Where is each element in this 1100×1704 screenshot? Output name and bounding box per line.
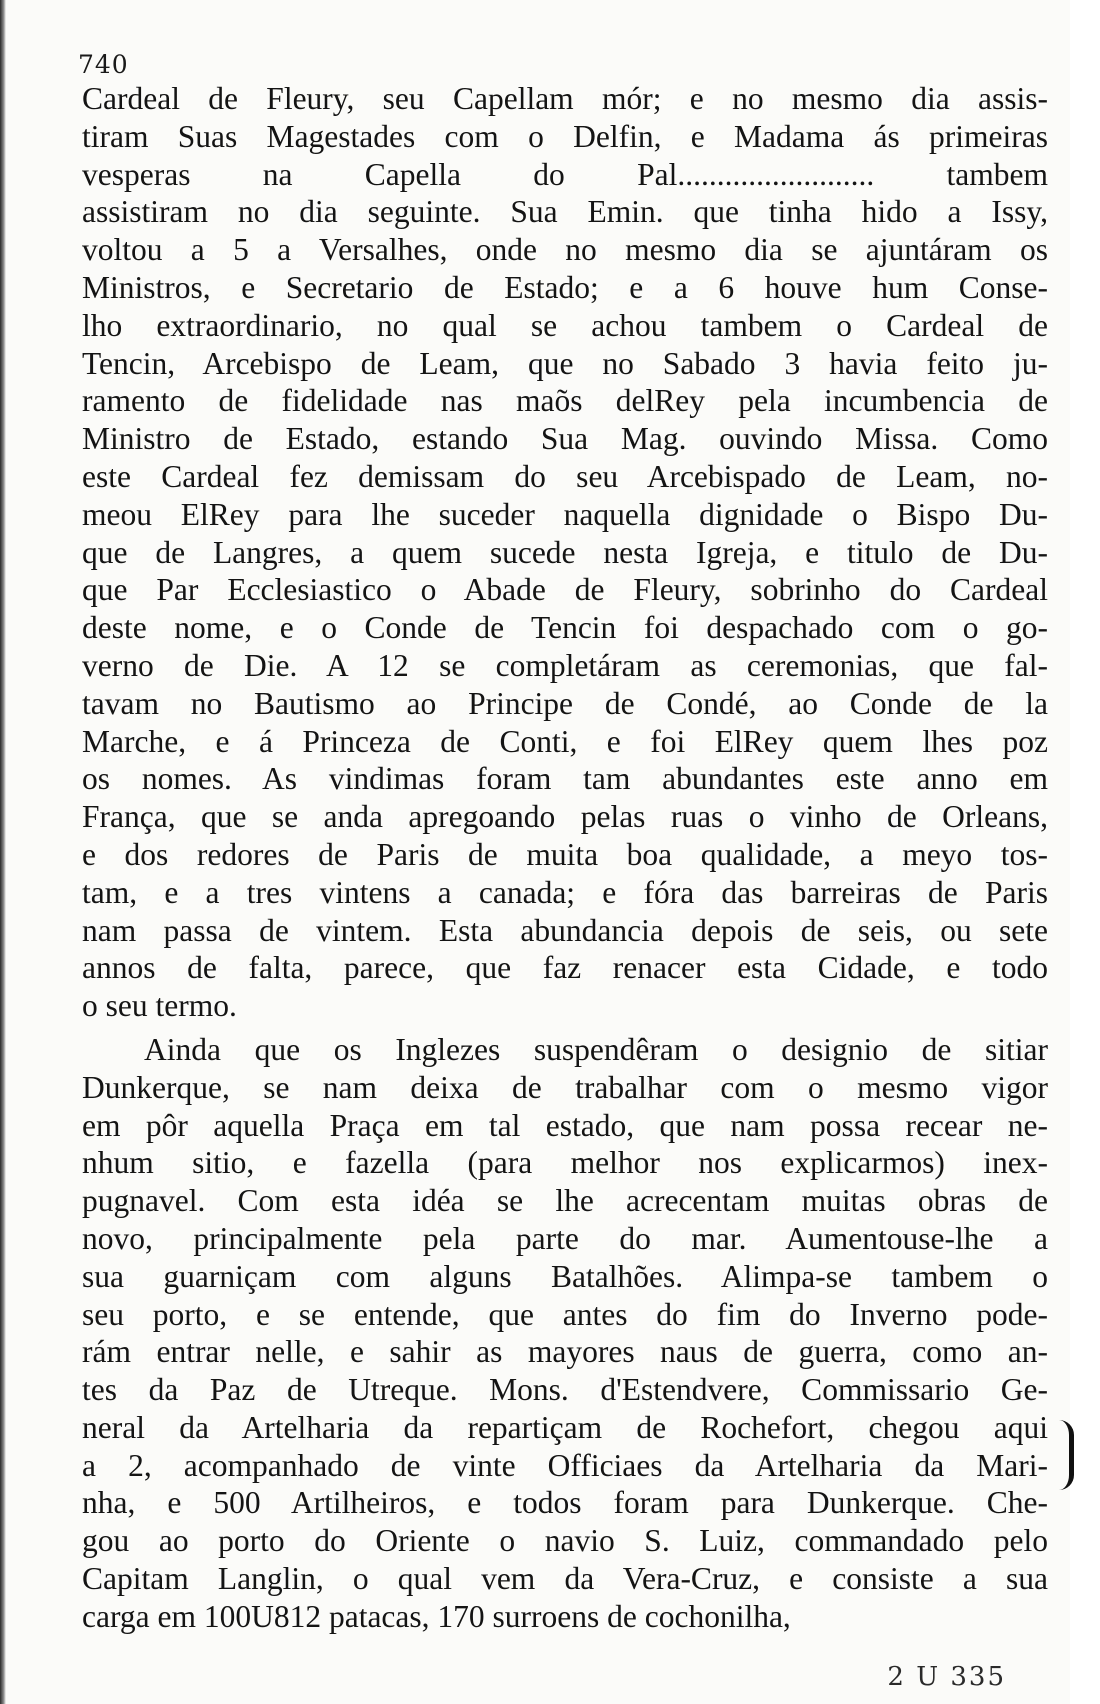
text-line: gou ao porto do Oriente o navio S. Luiz, commandado pelo	[82, 1523, 1048, 1559]
text-line: tes da Paz de Utreque. Mons. d'Estendvere, Commissario Ge-	[82, 1372, 1048, 1408]
text-line: pugnavel. Com esta idéa se lhe acrecentam muitas obras de	[82, 1183, 1048, 1219]
text-line: tavam no Bautismo ao Principe de Condé, ao Conde de la	[82, 685, 1048, 721]
text-line: deste nome, e o Conde de Tencin foi despachado com o go-	[82, 610, 1048, 646]
text-line: Dunkerque, se nam deixa de trabalhar com o mesmo vigor	[82, 1069, 1048, 1105]
text-line: e dos redores de Paris de muita boa qualidade, a meyo tos-	[82, 836, 1048, 872]
text-line: que Par Ecclesiastico o Abade de Fleury, sobrinho do Cardeal	[82, 572, 1048, 608]
text-line: carga em 100U812 patacas, 170 surroens de cochonilha,	[82, 1598, 791, 1634]
text-line: annos de falta, parece, que faz renacer esta Cidade, e todo	[82, 950, 1048, 986]
text-line: que de Langres, a quem sucede nesta Igreja, e titulo de Du-	[82, 534, 1048, 570]
paragraph	[82, 1031, 1048, 1636]
text-line: o seu termo.	[82, 988, 237, 1024]
paragraph	[82, 80, 1048, 1025]
text-line: lho extraordinario, no qual se achou tambem o Cardeal de	[82, 307, 1048, 343]
text-line: sua guarniçam com alguns Batalhões. Alimpa-se tambem o	[82, 1258, 1048, 1294]
margin-bracket-mark	[1059, 1420, 1074, 1490]
text-line: Tencin, Arcebispo de Leam, que no Sabado 3 havia feito ju-	[82, 345, 1048, 381]
text-line: em pôr aquella Praça em tal estado, que nam possa recear ne-	[82, 1107, 1048, 1143]
page-right-margin	[1070, 0, 1100, 1704]
text-line: França, que se anda apregoando pelas ruas o vinho de Orleans,	[82, 799, 1048, 835]
text-line: este Cardeal fez demissam do seu Arcebispado de Leam, no-	[82, 458, 1048, 494]
text-line: nam passa de vintem. Esta abundancia depois de seis, ou sete	[82, 912, 1048, 948]
text-line: novo, principalmente pela parte do mar. Aumentouse-lhe a	[82, 1220, 1048, 1256]
text-line: Cardeal de Fleury, seu Capellam mór; e no mesmo dia assis-	[82, 81, 1048, 116]
text-line: verno de Die. A 12 se completáram as ceremonias, que fal-	[82, 647, 1048, 683]
text-line: Capitam Langlin, o qual vem da Vera-Cruz, e consiste a sua	[82, 1561, 1048, 1597]
text-line: nhum sitio, e fazella (para melhor nos explicarmos) inex-	[82, 1145, 1048, 1181]
text-line: rám entrar nelle, e sahir as mayores naus de guerra, como an-	[82, 1334, 1048, 1370]
text-line: vesperas na Capella do Pal......................... tambem	[82, 156, 1048, 192]
text-line: assistiram no dia seguinte. Sua Emin. que tinha hido a Issy,	[82, 194, 1048, 230]
page-left-edge-shadow	[0, 0, 6, 1704]
text-line: Ainda que os Inglezes suspendêram o designio de sitiar	[144, 1031, 1048, 1067]
text-line: nha, e 500 Artilheiros, e todos foram para Dunkerque. Che-	[82, 1485, 1048, 1521]
text-line: Marche, e á Princeza de Conti, e foi ElRey quem lhes poz	[82, 723, 1048, 759]
text-line: a 2, acompanhado de vinte Officiaes da Artelharia da Mari-	[82, 1447, 1048, 1483]
text-line: Ministros, e Secretario de Estado; e a 6 houve hum Conse-	[82, 269, 1048, 305]
text-line: ramento de fidelidade nas maõs delRey pela incumbencia de	[82, 383, 1048, 419]
text-line: os nomes. As vindimas foram tam abundantes este anno em	[82, 761, 1048, 797]
text-line: Ministro de Estado, estando Sua Mag. ouvindo Missa. Como	[82, 421, 1048, 457]
text-line: seu porto, e se entende, que antes do fim do Inverno pode-	[82, 1296, 1048, 1332]
text-line: voltou a 5 a Versalhes, onde no mesmo dia se ajuntáram os	[82, 232, 1048, 268]
catchword-signature: 2 U 335	[887, 1662, 1006, 1692]
body-text	[82, 80, 1048, 1636]
text-line: tiram Suas Magestades com o Delfin, e Madama ás primeiras	[82, 118, 1048, 154]
page-number: 740	[78, 50, 129, 79]
text-line: tam, e a tres vintens a canada; e fóra das barreiras de Paris	[82, 874, 1048, 910]
text-line: meou ElRey para lhe suceder naquella dignidade o Bispo Du-	[82, 496, 1048, 532]
text-line: neral da Artelharia da repartiçam de Rochefort, chegou aqui	[82, 1409, 1048, 1445]
